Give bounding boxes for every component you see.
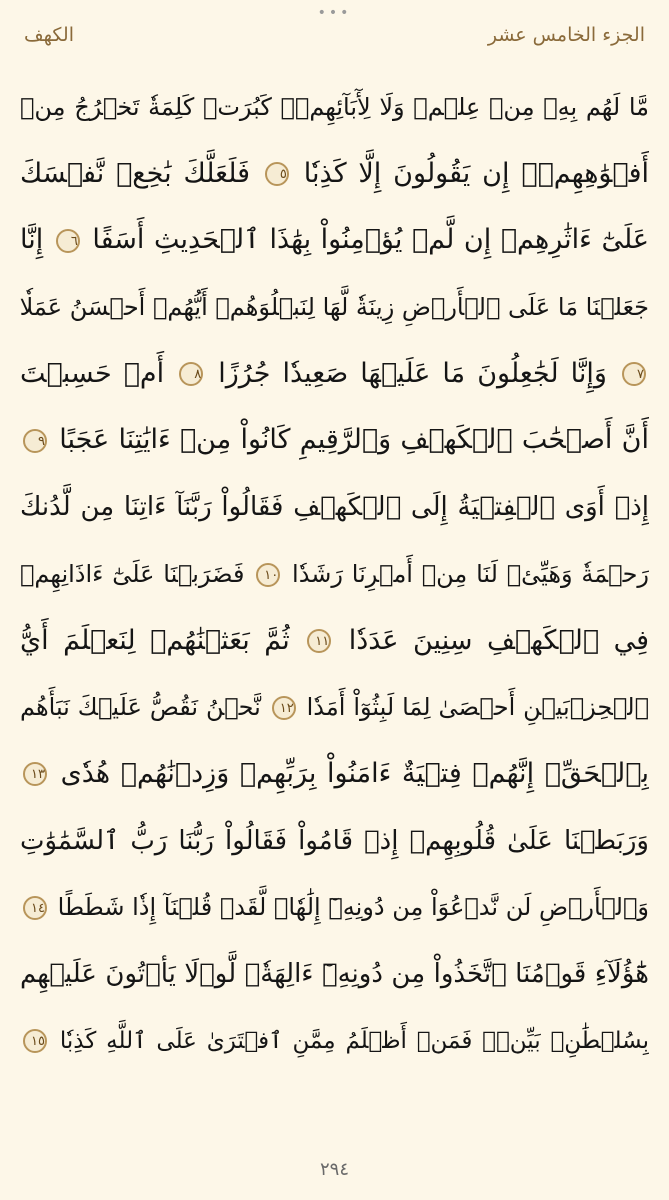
text-line: أَفۡوَٰهِهِمۡۚ إِن يَقُولُونَ إِلَّا كَذِبٗا ٥ فَلَعَلَّكَ بَٰخِعٞ نَّفۡسَكَ — [20, 157, 649, 189]
ayah-number-marker: ٥ — [265, 162, 289, 186]
text-line: فِي ٱلۡكَهۡفِ سِنِينَ عَدَدٗا ١١ ثُمَّ بَعَثۡنَٰهُمۡ لِنَعۡلَمَ أَيُّ — [20, 624, 649, 656]
ayah-number-marker: ٦ — [56, 229, 80, 253]
text-line: جَعَلۡنَا مَا عَلَى ٱلۡأَرۡضِ زِينَةٗ لَّهَا لِنَبۡلُوَهُمۡ أَيُّهُمۡ أَحۡسَنُ عَمَلٗا — [20, 293, 649, 322]
text-line: إِذۡ أَوَى ٱلۡفِتۡيَةُ إِلَى ٱلۡكَهۡفِ فَقَالُواْ رَبَّنَآ ءَاتِنَا مِن لَّدُنكَ — [20, 492, 649, 523]
text-line: مَّا لَهُم بِهِۦ مِنۡ عِلۡمٖ وَلَا لِأٓبَآئِهِمۡۚ كَبُرَتۡ كَلِمَةٗ تَخۡرُجُ مِنۡ — [20, 93, 649, 121]
text-line: وَرَبَطۡنَا عَلَىٰ قُلُوبِهِمۡ إِذۡ قَامُواْ فَقَالُواْ رَبُّنَا رَبُّ ٱلسَّمَٰوَٰتِ — [20, 825, 649, 856]
ayah-number-marker: ١٥ — [23, 1029, 47, 1053]
more-dots-icon[interactable]: ••• — [317, 5, 352, 21]
ayah-number-marker: ٨ — [179, 362, 203, 386]
juz-name: الجزء الخامس عشر — [487, 24, 645, 46]
text-line: هَٰٓؤُلَآءِ قَوۡمُنَا ٱتَّخَذُواْ مِن دُونِهِۦٓ ءَالِهَةٗۖ لَّوۡلَا يَأۡتُونَ عَلَيۡهِم — [20, 958, 649, 989]
text-line: بِٱلۡحَقِّۚ إِنَّهُمۡ فِتۡيَةٌ ءَامَنُواْ بِرَبِّهِمۡ وَزِدۡنَٰهُمۡ هُدٗى ١٣ — [20, 741, 649, 808]
ayah-number-marker: ٧ — [622, 362, 646, 386]
quran-text — [20, 74, 649, 1074]
text-line: عَلَىٰٓ ءَاثَٰرِهِمۡ إِن لَّمۡ يُؤۡمِنُواْ بِهَٰذَا ٱلۡحَدِيثِ أَسَفًا ٦ إِنَّا — [20, 224, 649, 256]
text-line: بِسُلۡطَٰنِۭ بَيِّنٖۖ فَمَنۡ أَظۡلَمُ مِمَّنِ ٱفۡتَرَىٰ عَلَى ٱللَّهِ كَذِبٗا ١٥ — [20, 1008, 649, 1075]
page-header — [24, 18, 645, 52]
text-line: أَنَّ أَصۡحَٰبَ ٱلۡكَهۡفِ وَٱلرَّقِيمِ كَانُواْ مِنۡ ءَايَٰتِنَا عَجَبًا ٩ — [20, 407, 649, 474]
ayah-number-marker: ١٣ — [23, 762, 47, 786]
ayah-number-marker: ١٢ — [272, 696, 296, 720]
text-line: رَحۡمَةٗ وَهَيِّئۡ لَنَا مِنۡ أَمۡرِنَا رَشَدٗا ١٠ فَضَرَبۡنَا عَلَىٰٓ ءَاذَانِهِمۡ — [20, 559, 649, 588]
ayah-number-marker: ٩ — [23, 429, 47, 453]
page-number: ٢٩٤ — [319, 1159, 349, 1180]
ayah-number-marker: ١١ — [307, 629, 331, 653]
ayah-number-marker: ١٤ — [23, 896, 47, 920]
ayah-number-marker: ١٠ — [256, 563, 280, 587]
text-line: ٧ وَإِنَّا لَجَٰعِلُونَ مَا عَلَيۡهَا صَعِيدٗا جُرُزًا ٨ أَمۡ حَسِبۡتَ — [20, 357, 644, 389]
text-line: وَٱلۡأَرۡضِ لَن نَّدۡعُوَاْ مِن دُونِهِۦٓ إِلَٰهٗاۖ لَّقَدۡ قُلۡنَآ إِذٗا شَطَطًا ١٤ — [20, 874, 649, 941]
text-line: ٱلۡحِزۡبَيۡنِ أَحۡصَىٰ لِمَا لَبِثُوٓاْ أَمَدٗا ١٢ نَّحۡنُ نَقُصُّ عَلَيۡكَ نَبَأَهُم — [20, 693, 649, 722]
surah-name: الكهف — [24, 24, 74, 46]
